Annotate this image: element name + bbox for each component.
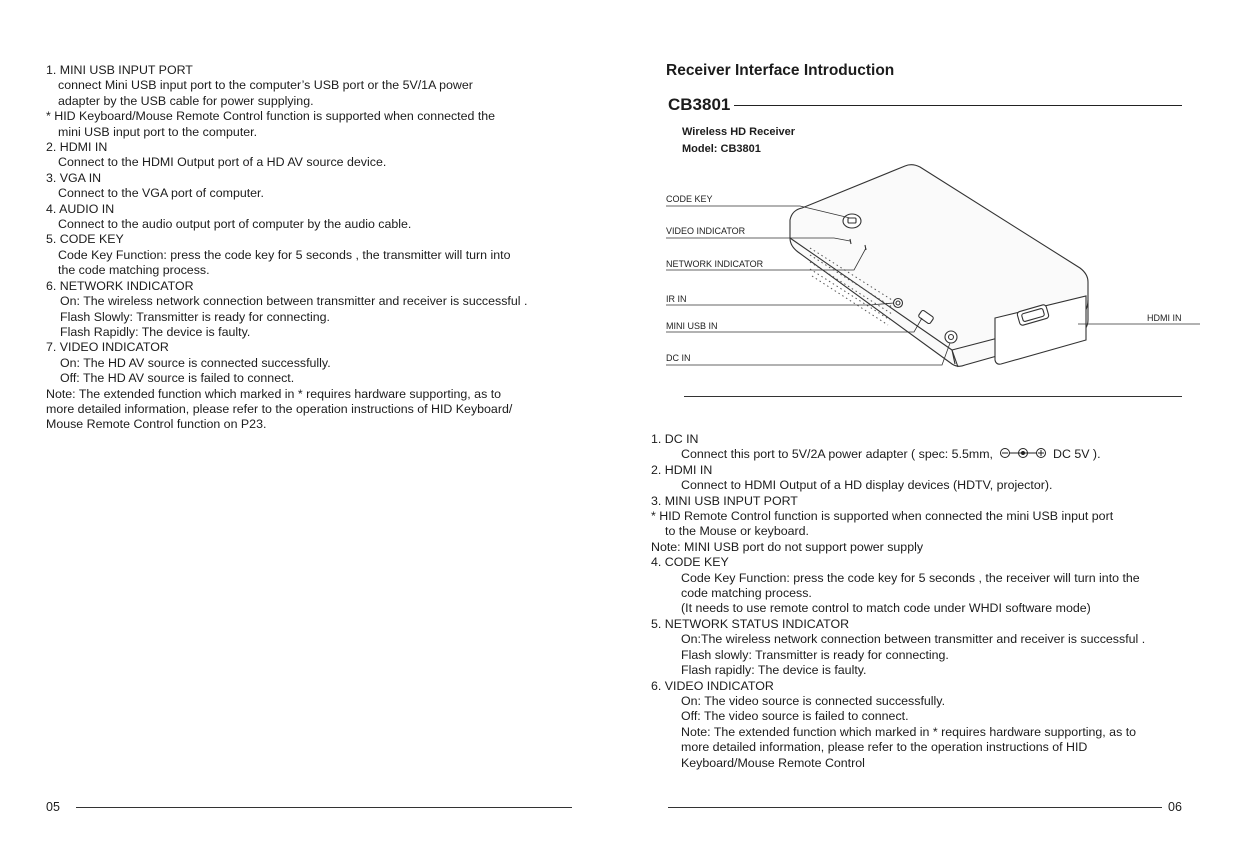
text-line-content: code matching process. [681, 586, 812, 601]
text-line [46, 232, 527, 247]
text-line-content: Flash Rapidly: The device is faulty. [60, 324, 251, 339]
section-title: Receiver Interface Introduction [666, 62, 895, 79]
text-line-content: to the Mouse or keyboard. [665, 524, 809, 539]
text-line [651, 694, 1145, 709]
footer-rule-left [76, 807, 572, 808]
text-line [651, 463, 1145, 478]
text-line-content: Flash slowly: Transmitter is ready for connecting. [681, 647, 949, 662]
text-line-content: Flash rapidly: The device is faulty. [681, 663, 867, 678]
label-network-indicator: NETWORK INDICATOR [666, 259, 764, 269]
text-line [651, 601, 1145, 616]
text-line [651, 648, 1145, 663]
text-line-content: Connect this port to 5V/2A power adapter ( spec: 5.5mm, [681, 447, 993, 462]
text-line-content: 7. VIDEO INDICATOR [46, 340, 169, 355]
text-line [46, 325, 527, 340]
text-line [46, 140, 527, 155]
right-page-text [651, 432, 1145, 771]
text-line-content: Note: MINI USB port do not support power supply [651, 539, 924, 554]
text-line-content: Off: The HD AV source is failed to connect. [60, 371, 295, 386]
text-line-content: * HID Remote Control function is supported when connected the mini USB input port [651, 509, 1114, 524]
text-line-suffix: DC 5V ). [1053, 447, 1101, 462]
model-label: Model [682, 143, 714, 155]
text-line-content: Connect to the VGA port of computer. [58, 186, 264, 201]
text-line-content: more detailed information, please refer to the operation instructions of HID Keyboard/ [46, 401, 513, 416]
text-line-content: On: The video source is connected successfully. [681, 693, 946, 708]
text-line-content: 5. CODE KEY [46, 232, 124, 247]
text-line [651, 571, 1145, 586]
text-line-content: 2. HDMI IN [46, 140, 108, 155]
text-line-content: connect Mini USB input port to the computer’s USB port or the 5V/1A power [58, 78, 473, 93]
text-line [46, 387, 527, 402]
page-number-right: 06 [1168, 800, 1182, 814]
text-line-content: * HID Keyboard/Mouse Remote Control function is supported when connected the [46, 109, 496, 124]
label-video-indicator: VIDEO INDICATOR [666, 226, 746, 236]
text-line-content: 1. MINI USB INPUT PORT [46, 63, 193, 77]
text-line-content: Connect to the audio output port of computer by the audio cable. [58, 217, 412, 232]
page-number-left: 05 [46, 800, 60, 814]
text-line [651, 494, 1145, 509]
footer-rule-right [668, 807, 1162, 808]
text-line [46, 310, 527, 325]
text-line [46, 417, 527, 432]
text-line-content: Connect to HDMI Output of a HD display devices (HDTV, projector). [681, 478, 1053, 493]
model-line [682, 143, 761, 155]
text-line [651, 447, 1145, 462]
text-line [651, 540, 1145, 555]
text-line-content: Flash Slowly: Transmitter is ready for connecting. [60, 309, 330, 324]
text-line-content: On:The wireless network connection between transmitter and receiver is successful . [681, 632, 1146, 647]
text-line-content: Connect to the HDMI Output port of a HD AV source device. [58, 155, 387, 170]
text-line [651, 756, 1145, 771]
text-line [46, 294, 527, 309]
text-line [651, 740, 1145, 755]
text-line-content: Code Key Function: press the code key for 5 seconds , the receiver will turn into the [681, 570, 1140, 585]
diagram-bottom-rule [684, 396, 1182, 397]
text-line-content: Note: The extended function which marked in * requires hardware supporting, as to [681, 724, 1137, 739]
label-code-key: CODE KEY [666, 194, 713, 204]
text-line-content: 5. NETWORK STATUS INDICATOR [651, 616, 850, 631]
text-line [46, 356, 527, 371]
text-line-content: 6. VIDEO INDICATOR [651, 678, 774, 693]
text-line [651, 617, 1145, 632]
text-line-content: 3. MINI USB INPUT PORT [651, 493, 798, 508]
label-ir-in: IR IN [666, 294, 687, 304]
text-line-content: Off: The video source is failed to connect. [681, 709, 909, 724]
text-line [46, 109, 527, 124]
text-line-content: 4. CODE KEY [651, 555, 729, 570]
model-heading-rule [734, 105, 1182, 106]
text-line [651, 679, 1145, 694]
text-line [46, 217, 527, 232]
text-line [46, 340, 527, 355]
receiver-diagram [660, 160, 1200, 390]
text-line-content: 1. DC IN [651, 432, 699, 446]
text-line [651, 663, 1145, 678]
text-line [46, 248, 527, 263]
label-hdmi-in: HDMI IN [1147, 313, 1182, 323]
text-line-content: Code Key Function: press the code key for 5 seconds , the transmitter will turn into [58, 247, 511, 262]
text-line-content: Mouse Remote Control function on P23. [46, 417, 267, 432]
text-line [46, 279, 527, 294]
text-line-content: On: The wireless network connection between transmitter and receiver is successful . [60, 294, 528, 309]
text-line [651, 555, 1145, 570]
text-line-content: the code matching process. [58, 263, 210, 278]
text-line [46, 402, 527, 417]
text-line [46, 63, 527, 78]
text-line [46, 78, 527, 93]
text-line-content: adapter by the USB cable for power supplying. [58, 93, 314, 108]
text-line-content: Keyboard/Mouse Remote Control [681, 755, 865, 770]
text-line [651, 632, 1145, 647]
text-line [651, 432, 1145, 447]
text-line-content: 6. NETWORK INDICATOR [46, 278, 194, 293]
label-dc-in: DC IN [666, 353, 691, 363]
text-line [46, 155, 527, 170]
dc-polarity-icon [999, 447, 1047, 459]
text-line-content: 2. HDMI IN [651, 462, 713, 477]
text-line [46, 186, 527, 201]
product-name: Wireless HD Receiver [682, 126, 796, 138]
text-line [651, 725, 1145, 740]
label-mini-usb-in: MINI USB IN [666, 321, 718, 331]
model-value: : CB3801 [713, 143, 761, 155]
text-line [46, 94, 527, 109]
text-line-content: mini USB input port to the computer. [58, 124, 258, 139]
text-line [651, 709, 1145, 724]
text-line [651, 524, 1145, 539]
text-line-content: 3. VGA IN [46, 170, 102, 185]
text-line [46, 125, 527, 140]
text-line [46, 263, 527, 278]
text-line [46, 371, 527, 386]
text-line [46, 171, 527, 186]
text-line [46, 202, 527, 217]
text-line [651, 509, 1145, 524]
text-line [651, 478, 1145, 493]
text-line-content: more detailed information, please refer to the operation instructions of HID [681, 740, 1088, 755]
text-line-content: Note: The extended function which marked in * requires hardware supporting, as to [46, 386, 502, 401]
text-line-content: On: The HD AV source is connected successfully. [60, 355, 331, 370]
right-page [620, 0, 1239, 843]
text-line-content: 4. AUDIO IN [46, 201, 115, 216]
receiver-device-illustration [790, 165, 1088, 367]
left-page-text [46, 63, 527, 433]
text-line [651, 586, 1145, 601]
text-line-content: (It needs to use remote control to match code under WHDI software mode) [681, 601, 1091, 616]
model-heading: CB3801 [668, 95, 731, 114]
